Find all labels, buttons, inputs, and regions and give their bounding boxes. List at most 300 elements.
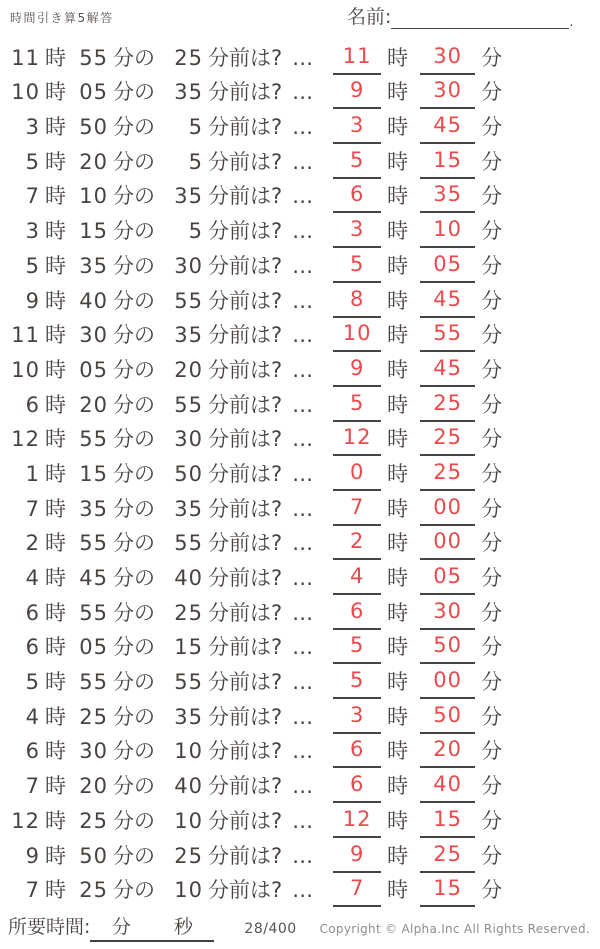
minute-of-label: 分の [113, 392, 155, 417]
question-subtrahend: 25 [174, 843, 203, 868]
answer-minute: 40 [433, 772, 463, 797]
question-subtrahend: 40 [174, 566, 203, 590]
hour-unit-label: 時 [45, 184, 66, 209]
answer-hour-blank [333, 219, 381, 248]
minutes-before-label: 分前は? [208, 323, 283, 348]
problem-row [6, 595, 594, 630]
ellipsis: … [292, 392, 314, 417]
question-subtrahend: 10 [174, 808, 203, 833]
hour-unit-label: 時 [45, 80, 66, 105]
hour-unit-label: 時 [387, 45, 409, 70]
question-minute: 55 [79, 531, 108, 556]
answer-hour: 9 [349, 841, 365, 866]
minutes-before-label: 分前は? [208, 288, 283, 313]
question-minute: 20 [79, 774, 108, 799]
question-subtrahend: 55 [174, 531, 203, 556]
question-hour: 10 [11, 357, 40, 382]
hour-unit-label: 時 [387, 704, 409, 729]
problem-row [6, 213, 594, 248]
minute-unit-label: 分 [481, 184, 503, 209]
question-hour: 4 [25, 704, 40, 729]
question-minute: 25 [79, 878, 108, 903]
problem-row [6, 318, 594, 353]
hour-unit-label: 時 [387, 115, 409, 140]
answer-minute: 45 [433, 355, 463, 380]
minute-unit-label: 分 [481, 496, 503, 521]
question-hour: 10 [11, 80, 40, 105]
answer-minute-blank [420, 739, 475, 768]
question-minute: 15 [79, 219, 108, 244]
problem-row [6, 40, 594, 75]
question-minute: 50 [79, 843, 108, 868]
minutes-unit-label: 分 [111, 916, 131, 938]
question-hour: 3 [25, 219, 40, 244]
minute-of-label: 分の [113, 704, 155, 729]
answer-minute-blank [420, 841, 475, 873]
answer-minute-blank [420, 323, 475, 352]
question-hour: 6 [25, 600, 40, 625]
hour-unit-label: 時 [45, 253, 66, 278]
minutes-before-label: 分前は? [208, 600, 283, 625]
answer-minute: 25 [433, 390, 463, 415]
answer-hour-blank [333, 531, 381, 560]
answer-minute: 30 [433, 43, 463, 68]
minute-unit-label: 分 [481, 878, 503, 903]
answer-hour: 6 [349, 598, 365, 623]
hour-unit-label: 時 [45, 115, 66, 140]
minute-unit-label: 分 [481, 670, 503, 695]
answer-hour-blank [333, 739, 381, 768]
answer-minute: 50 [433, 633, 463, 658]
answer-minute-blank [420, 427, 475, 456]
hour-unit-label: 時 [45, 45, 66, 70]
minutes-before-label: 分前は? [208, 704, 283, 729]
hour-unit-label: 時 [387, 878, 409, 903]
answer-minute: 50 [433, 702, 463, 727]
minute-of-label: 分の [113, 808, 155, 833]
problem-row [6, 664, 594, 699]
answer-minute: 05 [433, 564, 463, 588]
answer-hour-blank [333, 494, 381, 526]
hour-unit-label: 時 [45, 496, 66, 521]
minutes-before-label: 分前は? [208, 357, 283, 382]
ellipsis: … [292, 219, 314, 244]
hour-unit-label: 時 [45, 531, 66, 556]
answer-minute-blank [420, 147, 475, 179]
hour-unit-label: 時 [45, 427, 66, 452]
question-minute: 25 [79, 808, 108, 833]
answer-hour-blank [333, 459, 381, 491]
hour-unit-label: 時 [387, 670, 409, 695]
ellipsis: … [292, 253, 314, 278]
question-subtrahend: 10 [174, 878, 203, 903]
answer-minute-blank [420, 219, 475, 248]
answer-hour-blank [333, 115, 381, 144]
question-hour: 7 [25, 774, 40, 799]
minutes-before-label: 分前は? [208, 739, 283, 764]
minutes-before-label: 分前は? [208, 496, 283, 521]
answer-minute: 25 [433, 425, 463, 450]
answer-hour: 5 [349, 390, 365, 415]
minute-unit-label: 分 [481, 45, 503, 70]
answer-hour: 9 [349, 355, 365, 380]
ellipsis: … [292, 670, 314, 695]
question-minute: 20 [79, 392, 108, 417]
minutes-before-label: 分前は? [208, 253, 283, 278]
answer-minute: 00 [433, 668, 463, 693]
answer-minute-blank [420, 774, 475, 803]
ellipsis: … [292, 115, 314, 140]
problem-row [6, 873, 594, 908]
answer-hour-blank [333, 286, 381, 318]
answer-hour: 5 [349, 251, 365, 276]
elapsed-time-label: 所要時間: [8, 916, 91, 938]
minutes-before-label: 分前は? [208, 635, 283, 660]
minute-unit-label: 分 [481, 774, 503, 799]
minutes-before-label: 分前は? [208, 843, 283, 868]
hour-unit-label: 時 [387, 566, 409, 590]
answer-hour: 0 [349, 459, 365, 484]
answer-minute: 05 [433, 251, 463, 276]
question-hour: 6 [25, 635, 40, 660]
answer-hour-blank [333, 806, 381, 838]
hour-unit-label: 時 [45, 808, 66, 833]
ellipsis: … [292, 80, 314, 105]
answer-hour: 12 [342, 425, 372, 450]
ellipsis: … [292, 184, 314, 209]
question-subtrahend: 25 [174, 45, 203, 70]
minutes-before-label: 分前は? [208, 531, 283, 556]
hour-unit-label: 時 [45, 843, 66, 868]
elapsed-time-blank [90, 918, 214, 942]
question-minute: 10 [79, 184, 108, 209]
hour-unit-label: 時 [387, 392, 409, 417]
minute-unit-label: 分 [481, 323, 503, 348]
minute-unit-label: 分 [481, 739, 503, 764]
ellipsis: … [292, 461, 314, 486]
minutes-before-label: 分前は? [208, 774, 283, 799]
minute-of-label: 分の [113, 531, 155, 556]
name-label: 名前: [347, 6, 392, 28]
minute-unit-label: 分 [481, 566, 503, 590]
minute-unit-label: 分 [481, 219, 503, 244]
page-number: 28/400 [244, 921, 297, 937]
answer-hour-blank [333, 390, 381, 422]
hour-unit-label: 時 [45, 739, 66, 764]
answer-minute-blank [420, 635, 475, 664]
minute-of-label: 分の [113, 670, 155, 695]
hour-unit-label: 時 [387, 288, 409, 313]
question-minute: 40 [79, 288, 108, 313]
minute-of-label: 分の [113, 461, 155, 486]
minute-unit-label: 分 [481, 149, 503, 174]
minutes-before-label: 分前は? [208, 45, 283, 70]
problem-row [6, 109, 594, 144]
answer-hour: 10 [342, 321, 372, 346]
question-minute: 30 [79, 323, 108, 348]
problem-row [6, 248, 594, 283]
hour-unit-label: 時 [387, 600, 409, 625]
minute-unit-label: 分 [481, 600, 503, 625]
answer-hour: 4 [349, 564, 365, 588]
question-subtrahend: 35 [174, 704, 203, 729]
problem-row [6, 838, 594, 873]
minute-of-label: 分の [113, 45, 155, 70]
question-subtrahend: 40 [174, 774, 203, 799]
minute-of-label: 分の [113, 149, 155, 174]
minute-of-label: 分の [113, 774, 155, 799]
hour-unit-label: 時 [387, 323, 409, 348]
name-field [347, 6, 574, 29]
minute-of-label: 分の [113, 323, 155, 348]
answer-hour-blank [333, 670, 381, 699]
hour-unit-label: 時 [387, 427, 409, 452]
answer-minute: 15 [433, 876, 463, 901]
question-hour: 2 [25, 531, 40, 556]
minute-unit-label: 分 [481, 357, 503, 382]
answer-minute: 30 [433, 598, 463, 623]
question-hour: 12 [11, 808, 40, 833]
minute-of-label: 分の [113, 739, 155, 764]
answer-minute-blank [420, 566, 475, 595]
problem-row [6, 560, 594, 595]
seconds-unit-label: 秒 [173, 916, 193, 938]
problem-row [6, 803, 594, 838]
answer-minute: 10 [433, 217, 463, 242]
minute-unit-label: 分 [481, 635, 503, 660]
answer-minute: 55 [433, 321, 463, 346]
ellipsis: … [292, 843, 314, 868]
ellipsis: … [292, 774, 314, 799]
answer-hour: 7 [349, 876, 365, 901]
question-hour: 6 [25, 739, 40, 764]
copyright-text: Copyright © Alpha.Inc All Rights Reserved. [319, 922, 590, 936]
answer-minute-blank [420, 43, 475, 75]
answer-hour: 3 [349, 113, 365, 138]
minute-of-label: 分の [113, 878, 155, 903]
answer-minute: 20 [433, 737, 463, 762]
answer-minute-blank [420, 878, 475, 907]
answer-hour: 7 [349, 494, 365, 519]
hour-unit-label: 時 [45, 461, 66, 486]
problem-row [6, 699, 594, 734]
answer-minute: 45 [433, 286, 463, 311]
minute-unit-label: 分 [481, 80, 503, 105]
answer-hour-blank [333, 251, 381, 283]
problem-row [6, 491, 594, 526]
question-subtrahend: 50 [174, 461, 203, 486]
minute-of-label: 分の [113, 843, 155, 868]
question-hour: 6 [25, 392, 40, 417]
hour-unit-label: 時 [45, 566, 66, 590]
answer-hour: 3 [349, 702, 365, 727]
answer-hour: 12 [342, 806, 372, 831]
problem-row [6, 630, 594, 665]
answer-hour-blank [333, 598, 381, 630]
problem-row [6, 422, 594, 457]
question-minute: 35 [79, 253, 108, 278]
problem-row [6, 734, 594, 769]
minute-unit-label: 分 [481, 288, 503, 313]
minute-of-label: 分の [113, 566, 155, 590]
problem-row [6, 179, 594, 214]
ellipsis: … [292, 704, 314, 729]
answer-hour-blank [333, 184, 381, 213]
answer-hour-blank [333, 702, 381, 734]
hour-unit-label: 時 [45, 670, 66, 695]
question-hour: 11 [11, 323, 40, 348]
answer-hour-blank [333, 355, 381, 387]
minute-of-label: 分の [113, 357, 155, 382]
minutes-before-label: 分前は? [208, 427, 283, 452]
hour-unit-label: 時 [45, 878, 66, 903]
hour-unit-label: 時 [387, 843, 409, 868]
minute-unit-label: 分 [481, 392, 503, 417]
question-minute: 05 [79, 635, 108, 660]
answer-hour-blank [333, 43, 381, 75]
answer-hour: 9 [349, 78, 365, 103]
minute-unit-label: 分 [481, 115, 503, 140]
problem-row [6, 283, 594, 318]
question-subtrahend: 30 [174, 253, 203, 278]
question-subtrahend: 5 [188, 219, 203, 244]
answer-minute-blank [420, 531, 475, 560]
minutes-before-label: 分前は? [208, 392, 283, 417]
hour-unit-label: 時 [387, 635, 409, 660]
answer-hour: 5 [349, 668, 365, 693]
hour-unit-label: 時 [387, 531, 409, 556]
answer-hour: 6 [349, 737, 365, 762]
question-hour: 5 [25, 670, 40, 695]
question-subtrahend: 5 [188, 115, 203, 140]
question-minute: 55 [79, 45, 108, 70]
minute-of-label: 分の [113, 80, 155, 105]
question-subtrahend: 35 [174, 184, 203, 209]
question-hour: 1 [25, 461, 40, 486]
question-minute: 55 [79, 600, 108, 625]
answer-hour: 8 [349, 286, 365, 311]
ellipsis: … [292, 45, 314, 70]
minutes-before-label: 分前は? [208, 461, 283, 486]
minutes-before-label: 分前は? [208, 566, 283, 590]
ellipsis: … [292, 496, 314, 521]
answer-minute: 15 [433, 806, 463, 831]
answer-hour-blank [333, 147, 381, 179]
ellipsis: … [292, 427, 314, 452]
answer-hour-blank [333, 841, 381, 873]
answer-hour-blank [333, 427, 381, 456]
ellipsis: … [292, 878, 314, 903]
minute-of-label: 分の [113, 288, 155, 313]
page-title: 時間引き算5解答 [10, 11, 114, 25]
ellipsis: … [292, 357, 314, 382]
name-line-period: . [569, 15, 574, 30]
question-hour: 11 [11, 45, 40, 70]
question-subtrahend: 55 [174, 670, 203, 695]
answer-hour: 6 [349, 182, 365, 207]
question-minute: 15 [79, 461, 108, 486]
ellipsis: … [292, 323, 314, 348]
question-hour: 5 [25, 253, 40, 278]
problem-row [6, 144, 594, 179]
question-minute: 05 [79, 80, 108, 105]
minute-unit-label: 分 [481, 704, 503, 729]
answer-minute-blank [420, 459, 475, 491]
hour-unit-label: 時 [45, 774, 66, 799]
answer-hour: 11 [342, 43, 372, 68]
minute-of-label: 分の [113, 427, 155, 452]
question-subtrahend: 5 [188, 149, 203, 174]
minute-of-label: 分の [113, 115, 155, 140]
problem-row [6, 768, 594, 803]
ellipsis: … [292, 635, 314, 660]
answer-hour-blank [333, 774, 381, 803]
minute-unit-label: 分 [481, 808, 503, 833]
hour-unit-label: 時 [45, 149, 66, 174]
hour-unit-label: 時 [387, 184, 409, 209]
question-subtrahend: 55 [174, 392, 203, 417]
question-subtrahend: 35 [174, 80, 203, 105]
question-subtrahend: 55 [174, 288, 203, 313]
answer-hour-blank [333, 635, 381, 664]
hour-unit-label: 時 [387, 149, 409, 174]
answer-minute-blank [420, 355, 475, 387]
minutes-before-label: 分前は? [208, 808, 283, 833]
hour-unit-label: 時 [45, 635, 66, 660]
minute-unit-label: 分 [481, 843, 503, 868]
problem-row [6, 75, 594, 110]
question-minute: 50 [79, 115, 108, 140]
answer-minute: 45 [433, 113, 463, 138]
question-minute: 55 [79, 670, 108, 695]
question-hour: 3 [25, 115, 40, 140]
answer-minute-blank [420, 115, 475, 144]
minutes-before-label: 分前は? [208, 219, 283, 244]
answer-minute: 15 [433, 147, 463, 172]
hour-unit-label: 時 [45, 392, 66, 417]
answer-minute-blank [420, 390, 475, 422]
question-subtrahend: 10 [174, 739, 203, 764]
minute-unit-label: 分 [481, 531, 503, 556]
hour-unit-label: 時 [45, 600, 66, 625]
question-minute: 05 [79, 357, 108, 382]
ellipsis: … [292, 739, 314, 764]
minutes-before-label: 分前は? [208, 115, 283, 140]
question-subtrahend: 25 [174, 600, 203, 625]
answer-minute-blank [420, 184, 475, 213]
hour-unit-label: 時 [387, 80, 409, 105]
minutes-before-label: 分前は? [208, 80, 283, 105]
answer-minute: 00 [433, 529, 463, 554]
answer-minute-blank [420, 670, 475, 699]
question-minute: 45 [79, 566, 108, 590]
minute-of-label: 分の [113, 253, 155, 278]
question-hour: 7 [25, 184, 40, 209]
minutes-before-label: 分前は? [208, 149, 283, 174]
answer-minute-blank [420, 702, 475, 734]
question-minute: 20 [79, 149, 108, 174]
problem-row [6, 526, 594, 561]
answer-hour-blank [333, 878, 381, 907]
question-subtrahend: 20 [174, 357, 203, 382]
minute-of-label: 分の [113, 635, 155, 660]
minute-unit-label: 分 [481, 461, 503, 486]
ellipsis: … [292, 149, 314, 174]
hour-unit-label: 時 [387, 357, 409, 382]
answer-minute: 25 [433, 459, 463, 484]
ellipsis: … [292, 531, 314, 556]
hour-unit-label: 時 [45, 357, 66, 382]
